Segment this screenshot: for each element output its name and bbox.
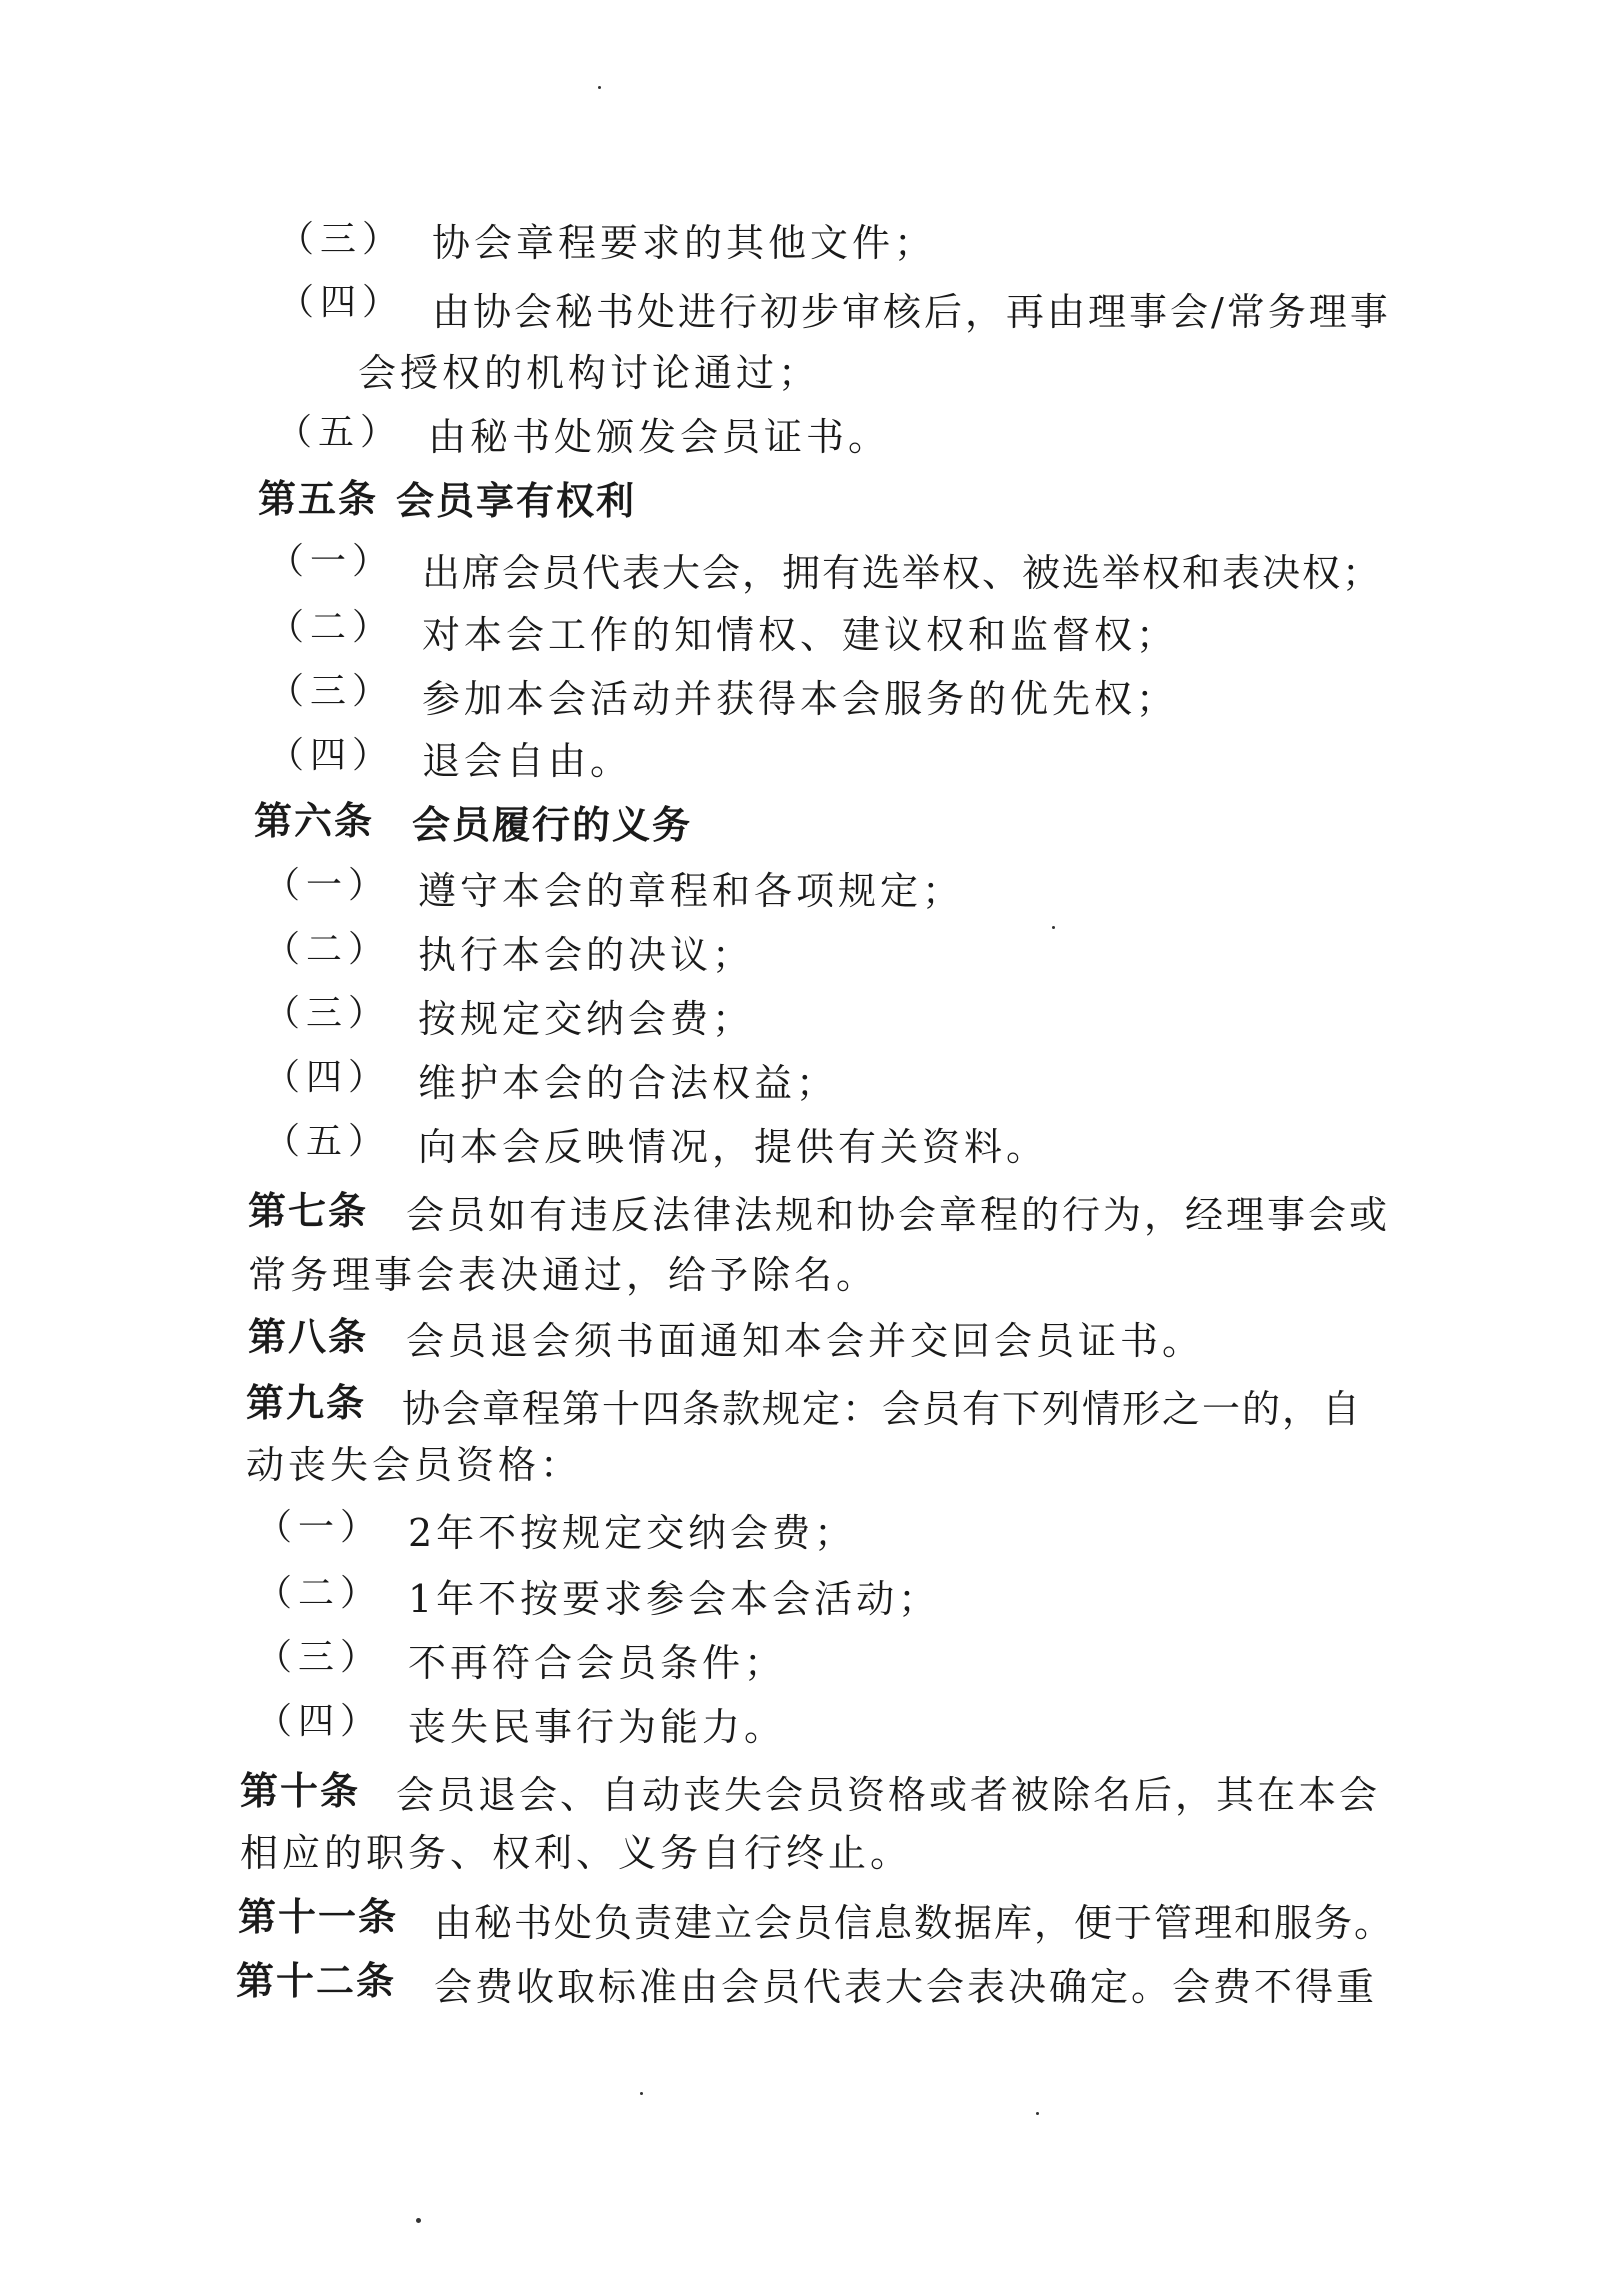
item-text: 按规定交纳会费；	[418, 997, 755, 1041]
article-text: 会员退会须书面通知本会并交回会员证书。	[406, 1319, 1205, 1363]
item-text: 对本会工作的知情权、建议权和监督权；	[422, 613, 1179, 657]
item-number: （四）	[264, 1057, 391, 1098]
item-text: 由协会秘书处进行初步审核后，再由理事会/常务理事	[432, 290, 1391, 334]
item-text: 2年不按规定交纳会费；	[408, 1511, 857, 1555]
item-number: （二）	[264, 929, 391, 970]
item-number: （四）	[278, 282, 405, 323]
article-heading: 第八条	[248, 1315, 369, 1359]
item-number: （三）	[256, 1637, 383, 1678]
item-text: 出席会员代表大会，拥有选举权、被选举权和表决权；	[422, 551, 1383, 595]
article-heading: 第十条	[240, 1769, 361, 1813]
item-number: （三）	[268, 671, 395, 712]
item-text: 1年不按要求参会本会活动；	[408, 1577, 941, 1621]
scan-speck	[598, 86, 601, 89]
article-heading: 第十二条	[236, 1959, 397, 2003]
article-heading: 第九条	[246, 1381, 367, 1425]
item-text: 协会章程要求的其他文件；	[432, 221, 937, 265]
article-text: 由秘书处负责建立会员信息数据库，便于管理和服务。	[434, 1901, 1395, 1945]
item-number: （二）	[268, 607, 395, 648]
item-number: （一）	[264, 865, 391, 906]
continuation-text: 相应的职务、权利、义务自行终止。	[240, 1831, 913, 1875]
item-number: （三）	[278, 219, 405, 260]
article-text: 协会章程第十四条款规定：会员有下列情形之一的，自	[402, 1387, 1363, 1431]
article-text: 会费收取标准由会员代表大会表决确定。会费不得重	[434, 1965, 1378, 2009]
article-heading: 第七条	[248, 1189, 369, 1233]
item-text: 遵守本会的章程和各项规定；	[418, 869, 965, 913]
item-number: （三）	[264, 993, 391, 1034]
continuation-text: 会授权的机构讨论通过；	[358, 351, 821, 395]
scan-speck	[640, 2092, 643, 2095]
scan-speck	[416, 2218, 421, 2223]
item-number: （二）	[256, 1573, 383, 1614]
item-number: （五）	[276, 412, 403, 453]
article-heading: 第六条	[254, 799, 375, 843]
article-heading: 第五条	[258, 477, 379, 521]
item-text: 参加本会活动并获得本会服务的优先权；	[422, 677, 1179, 721]
item-text: 向本会反映情况，提供有关资料。	[418, 1125, 1049, 1169]
article-title: 会员履行的义务	[412, 803, 693, 847]
item-text: 退会自由。	[422, 739, 633, 783]
continuation-text: 动丧失会员资格：	[246, 1443, 583, 1487]
continuation-text: 常务理事会表决通过，给予除名。	[248, 1253, 879, 1297]
item-text: 不再符合会员条件；	[408, 1641, 787, 1685]
article-text: 会员退会、自动丧失会员资格或者被除名后，其在本会	[396, 1773, 1381, 1817]
scan-speck	[1052, 926, 1055, 929]
item-number: （一）	[256, 1507, 383, 1548]
item-number: （四）	[268, 735, 395, 776]
article-title: 会员享有权利	[396, 479, 637, 523]
item-text: 维护本会的合法权益；	[418, 1061, 839, 1105]
item-text: 丧失民事行为能力。	[408, 1705, 787, 1749]
item-number: （五）	[264, 1121, 391, 1162]
item-text: 由秘书处颁发会员证书。	[428, 415, 891, 459]
scan-speck	[1036, 2112, 1039, 2115]
article-text: 会员如有违反法律法规和协会章程的行为，经理事会或	[406, 1193, 1391, 1237]
article-heading: 第十一条	[238, 1895, 399, 1939]
item-text: 执行本会的决议；	[418, 933, 755, 977]
item-number: （一）	[268, 541, 395, 582]
item-number: （四）	[256, 1701, 383, 1742]
